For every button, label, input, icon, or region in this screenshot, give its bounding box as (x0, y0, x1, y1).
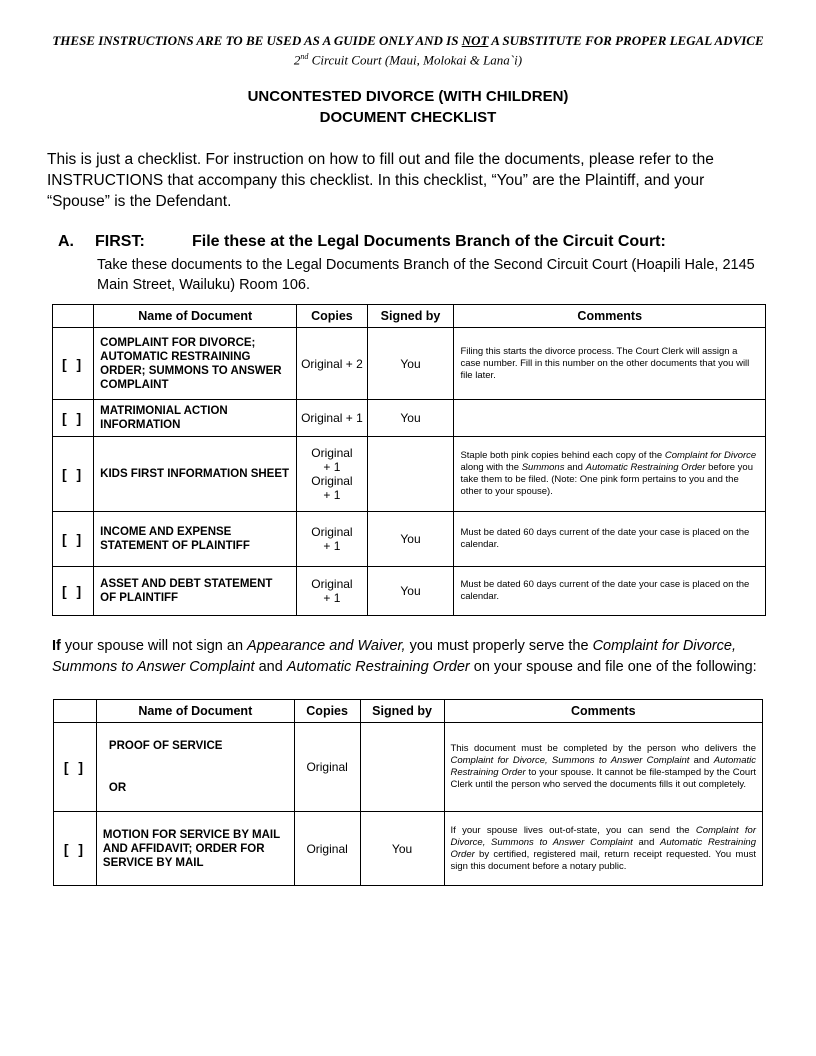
document-name: ASSET AND DEBT STATEMENT OF PLAINTIFF (94, 567, 297, 616)
paragraph-text: you must properly serve the (405, 638, 593, 654)
checkbox[interactable]: [ ] (53, 328, 94, 400)
title-line-2: DOCUMENT CHECKLIST (319, 109, 497, 126)
table-header-row (54, 700, 763, 723)
table-row (53, 437, 766, 512)
section-heading-text: File these at the Legal Documents Branch of the Circuit Court: (192, 233, 666, 250)
table-row (53, 567, 766, 616)
table-row (53, 512, 766, 567)
paragraph-doc-ref: Appearance and Waiver, (247, 638, 406, 654)
comment-doc-ref: Complaint for Divorce (664, 450, 757, 461)
comment-text: If your spouse lives out-of-state, you can send the (450, 824, 696, 836)
comment-doc-ref: Complaint for Divorce, Summons to Answer Complaint (450, 755, 690, 766)
header-checkbox (54, 700, 97, 723)
paragraph-text: and (254, 659, 287, 675)
table-row (54, 723, 763, 812)
table-row (53, 400, 766, 437)
signed-by: You (367, 567, 454, 616)
comment-text: and (632, 836, 661, 848)
document-name: INCOME AND EXPENSE STATEMENT OF PLAINTIFF (94, 512, 297, 567)
checkbox[interactable]: [ ] (53, 567, 94, 616)
comment-text: along with the (460, 462, 522, 473)
disclaimer-text-a: THESE INSTRUCTIONS ARE TO BE USED AS A GUIDE ONLY AND IS (52, 33, 462, 48)
court-number: 2 (293, 52, 301, 68)
copies: Original + 1 (297, 400, 367, 437)
section-a-description: Take these documents to the Legal Documents Branch of the Second Circuit Court (Hoapili Hale, 2145 Main Street, Wailuku) Room 106. (97, 257, 755, 293)
header-copies: Copies (294, 700, 360, 723)
document-name: MATRIMONIAL ACTION INFORMATION (94, 400, 297, 437)
signed-by: You (360, 812, 444, 886)
court-suffix: nd (300, 52, 309, 61)
disclaimer-not: NOT (461, 33, 489, 48)
copies: Original (294, 812, 360, 886)
comment (454, 400, 766, 437)
comment (454, 437, 766, 512)
copies: Original + 2 (297, 328, 367, 400)
comment: Filing this starts the divorce process. The Court Clerk will assign a case number. Fill in this number on the other documents that you will file later. (454, 328, 766, 400)
comment-text: and (564, 462, 586, 473)
document-name: KIDS FIRST INFORMATION SHEET (94, 437, 297, 512)
header-comments: Comments (444, 700, 763, 723)
signed-by (367, 437, 454, 512)
checkbox[interactable]: [ ] (53, 400, 94, 437)
signed-by (360, 723, 444, 812)
comment-text: Staple both pink copies behind each copy of the (460, 450, 665, 461)
checklist-table-service (53, 699, 763, 886)
title-line-1: UNCONTESTED DIVORCE (WITH CHILDREN) (247, 88, 569, 105)
intro-paragraph: This is just a checklist. For instruction on how to fill out and file the documents, please refer to the INSTRUCTIONS that accompany this checklist. In this checklist, “You” are the Plaintiff, and your “Spouse” is the Defendant. (47, 151, 714, 210)
checkbox[interactable]: [ ] (53, 437, 94, 512)
service-paragraph (52, 636, 772, 678)
table-row (54, 812, 763, 886)
comment-text: before you take them to be filed. (Note: One pink form pertains to you and the other to your spouse). (460, 462, 754, 497)
signed-by: You (367, 328, 454, 400)
comment-doc-ref: Complaint for Divorce, Summons to Answer Complaint (450, 824, 756, 848)
copies: Original + 1 (297, 567, 367, 616)
comment: Must be dated 60 days current of the date your case is placed on the calendar. (454, 512, 766, 567)
court-name: Circuit Court (Maui, Molokai & Lana`i) (308, 52, 523, 68)
disclaimer-header (0, 33, 816, 67)
copies: Original + 1 (297, 512, 367, 567)
section-a-heading (58, 233, 666, 251)
document-name: MOTION FOR SERVICE BY MAIL AND AFFIDAVIT; ORDER FOR SERVICE BY MAIL (96, 812, 294, 886)
header-signed: Signed by (360, 700, 444, 723)
paragraph-doc-ref: Complaint for Divorce, Summons to Answer Complaint (52, 638, 736, 675)
checkbox[interactable]: [ ] (54, 812, 97, 886)
disclaimer-line (0, 33, 816, 49)
paragraph-doc-ref: Automatic Restraining Order (286, 659, 470, 675)
if-bold: If (52, 638, 61, 654)
signed-by: You (367, 512, 454, 567)
paragraph-text: on your spouse and file one of the following: (469, 659, 757, 675)
table-row (53, 328, 766, 400)
document-name-text: PROOF OF SERVICE (108, 740, 223, 752)
comment (444, 723, 763, 812)
comment (444, 812, 763, 886)
document-name: COMPLAINT FOR DIVORCE; AUTOMATIC RESTRAINING ORDER; SUMMONS TO ANSWER COMPLAINT (94, 328, 297, 400)
copies: Original (294, 723, 360, 812)
court-line (0, 49, 816, 67)
paragraph-text: your spouse will not sign an (60, 638, 248, 654)
header-comments: Comments (454, 305, 766, 328)
section-label: FIRST: (95, 233, 145, 250)
comment-text: and (689, 755, 714, 766)
comment-doc-ref: Summons (521, 462, 565, 473)
comment-text: to your spouse. It cannot be file-stamped by the Court Clerk until the person who served the documents fills it out completely. (450, 767, 757, 790)
disclaimer-text-b: A SUBSTITUTE FOR PROPER LEGAL ADVICE (488, 33, 764, 48)
comment-text: This document must be completed by the person who delivers the (450, 743, 756, 754)
comment: Must be dated 60 days current of the date your case is placed on the calendar. (454, 567, 766, 616)
header-checkbox (53, 305, 94, 328)
comment-text: by certified, registered mail, return receipt requested. You must sign this document before a notary public. (450, 848, 756, 872)
header-copies: Copies (297, 305, 367, 328)
header-name: Name of Document (96, 700, 294, 723)
or-label: OR (108, 782, 127, 794)
section-letter: A. (58, 233, 74, 250)
comment-doc-ref: Automatic Restraining Order (450, 836, 756, 860)
comment-doc-ref: Automatic Restraining Order (585, 462, 706, 473)
table-header-row (53, 305, 766, 328)
header-name: Name of Document (94, 305, 297, 328)
checkbox[interactable]: [ ] (54, 723, 97, 812)
comment-doc-ref: Automatic Restraining Order (450, 755, 756, 778)
checklist-table-first (52, 304, 766, 616)
copies: Original + 1 Original + 1 (297, 437, 367, 512)
checkbox[interactable]: [ ] (53, 512, 94, 567)
signed-by: You (367, 400, 454, 437)
page-title (0, 86, 816, 128)
header-signed: Signed by (367, 305, 454, 328)
document-name (96, 723, 294, 812)
